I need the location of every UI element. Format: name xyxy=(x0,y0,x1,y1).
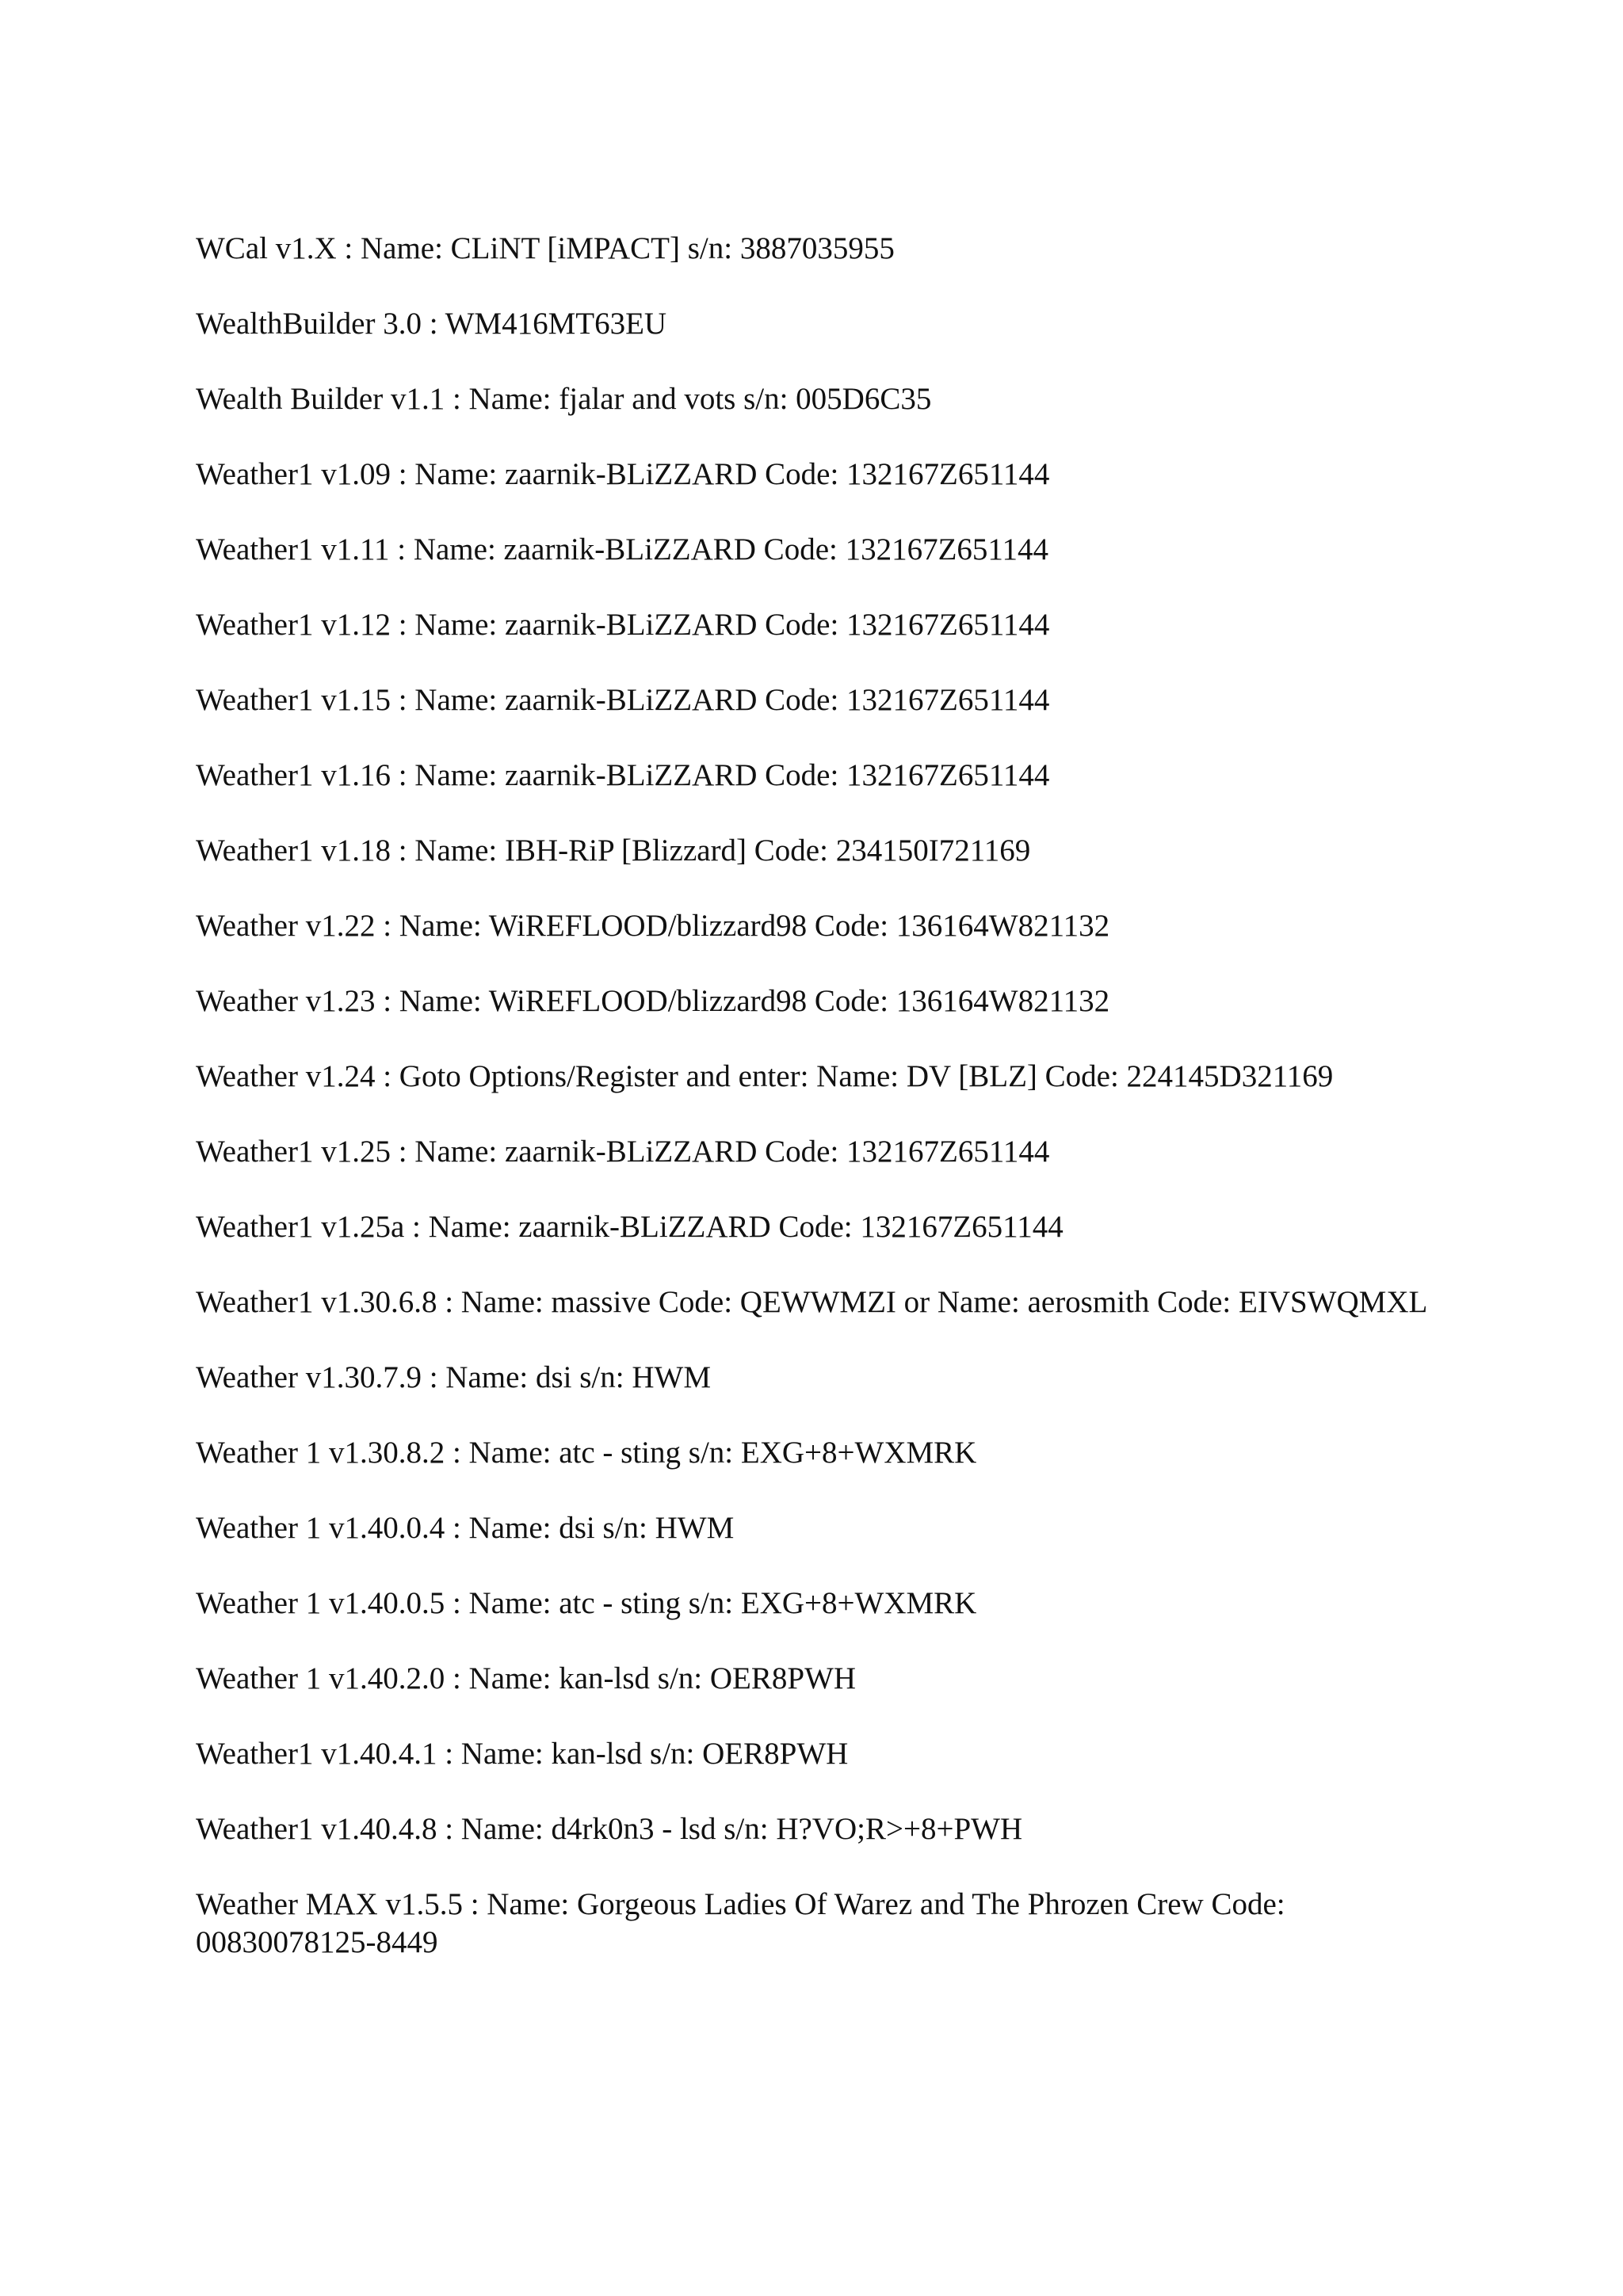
entry-list xyxy=(196,230,1464,1999)
entry-line: Weather1 v1.40.4.8 : Name: d4rk0n3 - lsd s/n: H?VO;R>+8+PWH xyxy=(196,1812,1023,1846)
entry-line: Weather1 v1.09 : Name: zaarnik-BLiZZARD Code: 132167Z651144 xyxy=(196,457,1050,491)
entry-line: Weather 1 v1.40.0.4 : Name: dsi s/n: HWM xyxy=(196,1511,735,1545)
entry-line: Weather1 v1.25a : Name: zaarnik-BLiZZARD Code: 132167Z651144 xyxy=(196,1210,1064,1244)
entry-line: Weather1 v1.25 : Name: zaarnik-BLiZZARD Code: 132167Z651144 xyxy=(196,1135,1050,1169)
entry-line: Wealth Builder v1.1 : Name: fjalar and vots s/n: 005D6C35 xyxy=(196,382,932,416)
entry-line: Weather1 v1.30.6.8 : Name: massive Code: QEWWMZI or Name: aerosmith Code: EIVSWQMXL xyxy=(196,1285,1428,1319)
entry-line: Weather v1.24 : Goto Options/Register and enter: Name: DV [BLZ] Code: 224145D321169 xyxy=(196,1059,1334,1093)
entry-line: Weather v1.30.7.9 : Name: dsi s/n: HWM xyxy=(196,1360,711,1394)
entry-line: Weather1 v1.15 : Name: zaarnik-BLiZZARD Code: 132167Z651144 xyxy=(196,683,1050,717)
entry-line: Weather 1 v1.30.8.2 : Name: atc - sting s/n: EXG+8+WXMRK xyxy=(196,1436,977,1470)
entry-line: Weather 1 v1.40.2.0 : Name: kan-lsd s/n: OER8PWH xyxy=(196,1661,857,1695)
entry-line: Weather1 v1.40.4.1 : Name: kan-lsd s/n: OER8PWH xyxy=(196,1737,849,1771)
entry-line: Weather MAX v1.5.5 : Name: Gorgeous Ladies Of Warez and The Phrozen Crew Code: 00830078125-8449 xyxy=(196,1887,1285,1959)
entry-line: Weather v1.22 : Name: WiREFLOOD/blizzard98 Code: 136164W821132 xyxy=(196,909,1110,943)
entry-line: WCal v1.X : Name: CLiNT [iMPACT] s/n: 3887035955 xyxy=(196,231,895,265)
entry-line: Weather1 v1.11 : Name: zaarnik-BLiZZARD Code: 132167Z651144 xyxy=(196,532,1048,566)
entry-line: Weather1 v1.16 : Name: zaarnik-BLiZZARD Code: 132167Z651144 xyxy=(196,758,1050,792)
entry-line: Weather1 v1.18 : Name: IBH-RiP [Blizzard] Code: 234150I721169 xyxy=(196,833,1031,868)
entry-line: Weather 1 v1.40.0.5 : Name: atc - sting s/n: EXG+8+WXMRK xyxy=(196,1586,977,1620)
entry-line: WealthBuilder 3.0 : WM416MT63EU xyxy=(196,307,667,341)
entry-line: Weather v1.23 : Name: WiREFLOOD/blizzard98 Code: 136164W821132 xyxy=(196,984,1110,1018)
entry-line: Weather1 v1.12 : Name: zaarnik-BLiZZARD Code: 132167Z651144 xyxy=(196,608,1050,642)
